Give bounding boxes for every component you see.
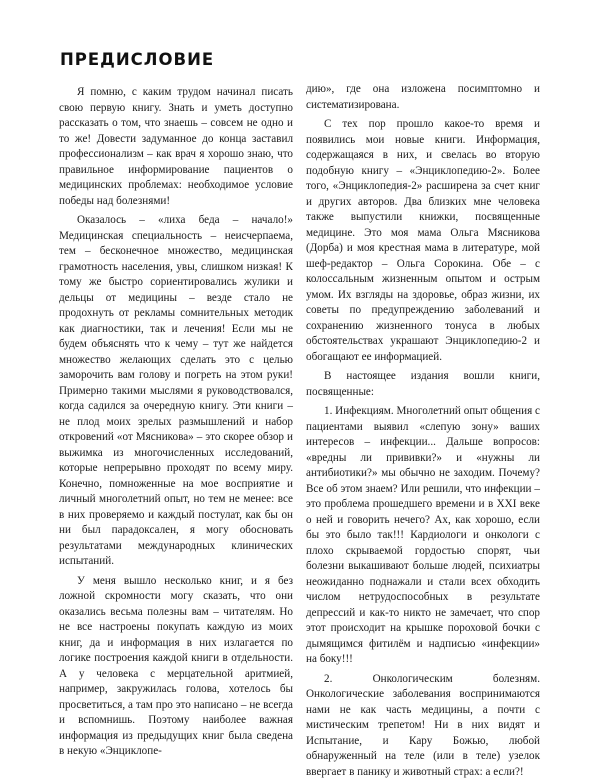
paragraph: Я помню, с каким трудом начинал писать свою первую книгу. Знать и уметь доступно рассказать о том, что знаешь – совсем не одно и то же! Довести задуманное до конца заставил профессионализм – как врач я хорошо знаю, что правильное информирование пациентов о медицинских проблемах: необходимое условие победы над болезнями!	[59, 86, 293, 207]
right-column	[306, 82, 540, 784]
paragraph-continued: дию», где она изложена посимптомно и систематизирована.	[306, 83, 540, 111]
paragraph: У меня вышло несколько книг, и я без ложной скромности могу сказать, что они оказались весьма полезны вам – читателям. Но не все настроены покупать каждую из моих книг, да и информация в них излагается по логике построения каждой книги в отдельности. А у человека с мерцательной аритмией, например, закружилась голова, хотелось бы просветиться, а там про это написано – не всегда и вспомнишь. Поэтому наиболее важная информация из предыдущих книг была сведена в некую «Энциклопе-	[59, 574, 293, 757]
paragraph: Оказалось – «лиха беда – начало!» Медицинская специальность – неисчерпаема, тем – бесконечное множество, медицинская грамотность населения, увы, слишком низкая! К тому же быстро сориентировались жулики и дельцы от медицины – везде стало не продохнуть от рекламы сомнительных методик как диагностики, так и лечения! Если мы не будем объяснять что к чему – тут же найдется множество желающих сделать это с целью заморочить вам голову и погреть на этом руки! Примерно такими мыслями я руководствовался, когда садился за очередную книгу. Эти книги – не плод моих зрелых размышлений и набор откровений «от Мясникова» – это скорее обзор и выжимка из многочисленных исследований, которые непрерывно проходят по всему миру. Конечно, помноженные на мое восприятие и личный многолетний опыт, но тем не менее: все в них проверяемо и каждый постулат, как бы он ни был парадоксален, я могу обосновать результатами международных клинических испытаний.	[59, 214, 293, 567]
paragraph: В настоящее издания вошли книги, посвященные:	[306, 370, 540, 398]
left-column	[59, 85, 293, 764]
paragraph: 1. Инфекциям. Многолетний опыт общения с пациентами выявил «слепую зону» ваших интересов – инфекции... Дальше вопросов: «вредны ли прививки?» и «нужны ли антибиотики?» мы обычно не заходим. Почему? Все об этом знаем? Или решили, что инфекции – это проблема прошедшего времени и в XXI веке о ней и говорить нечего? Ах, как хорошо, если бы это было так!!! Кардиологи и онкологи с плохо скрываемой гордостью спорят, чьи болезни выкашивают больше людей, психиатры неожиданно поднажали и стали всех обходить числом нетрудоспособных в результате депрессий и как-то никто не замечает, что спор этот происходит на крышке пороховой бочки с дымящимся фитилём и надписью «инфекции» на боку!!!	[306, 405, 540, 665]
paragraph: 2. Онкологическим болезням. Онкологические заболевания воспринимаются нами не как часть медицины, а почти с мистическим трепетом! Ни в них видят и Испытание, и Кару Божью, любой обнаруженный на теле (или в теле) узелок ввергает в панику и животный страх: а если?!	[306, 672, 540, 778]
page-heading: ПРЕДИСЛОВИЕ	[60, 50, 215, 69]
paragraph: С тех пор прошло какое-то время и появились мои новые книги. Информация, содержащаяся в них, и свелась во вторую подобную книгу – «Энциклопедию-2». Более того, «Энциклопедия-2» расширена за счет книг и других авторов. Два близких мне человека также выпустили книжки, посвященные медицине. Это моя мама Ольга Мясникова (Дорба) и моя крестная мама в литературе, мой шеф-редактор – Ольга Сорокина. Обе – с колоссальным жизненным опытом и острым умом. Их взгляды на здоровье, образ жизни, их советы по предупреждению заболеваний и сохранению жизненного тонуса в любых обстоятельствах украшают Энциклопедию-2 и обогащают ее информацией.	[306, 118, 540, 363]
